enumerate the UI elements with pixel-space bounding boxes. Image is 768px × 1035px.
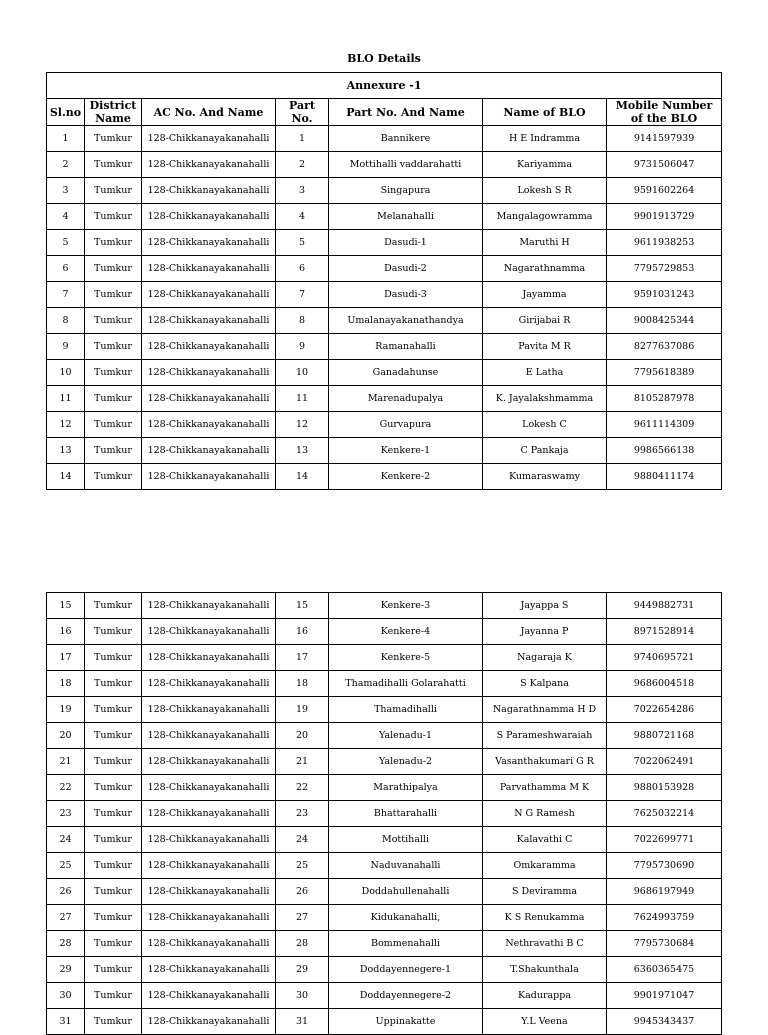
table-row (47, 178, 722, 204)
cell-ac-no-name: 128-Chikkanayakanahalli (142, 412, 276, 438)
table-body-page-2 (47, 593, 722, 1035)
cell-district: Tumkur (85, 879, 142, 905)
cell-slno: 30 (47, 983, 85, 1009)
table-row (47, 334, 722, 360)
cell-part-no: 3 (276, 178, 329, 204)
cell-part-name: Ramanahalli (329, 334, 483, 360)
cell-ac-no-name: 128-Chikkanayakanahalli (142, 697, 276, 723)
cell-mobile: 7795729853 (607, 256, 722, 282)
cell-slno: 13 (47, 438, 85, 464)
cell-slno: 28 (47, 931, 85, 957)
cell-part-no: 8 (276, 308, 329, 334)
cell-mobile: 7624993759 (607, 905, 722, 931)
table-row (47, 619, 722, 645)
table-row (47, 126, 722, 152)
cell-slno: 9 (47, 334, 85, 360)
cell-part-no: 21 (276, 749, 329, 775)
cell-part-no: 28 (276, 931, 329, 957)
cell-district: Tumkur (85, 412, 142, 438)
cell-part-name: Kenkere-2 (329, 464, 483, 490)
table-row (47, 438, 722, 464)
cell-slno: 12 (47, 412, 85, 438)
cell-mobile: 9945343437 (607, 1009, 722, 1035)
cell-blo-name: Lokesh C (483, 412, 607, 438)
cell-part-name: Mottihalli (329, 827, 483, 853)
cell-part-name: Mottihalli vaddarahatti (329, 152, 483, 178)
table-row (47, 879, 722, 905)
cell-part-name: Melanahalli (329, 204, 483, 230)
cell-mobile: 7022699771 (607, 827, 722, 853)
cell-district: Tumkur (85, 386, 142, 412)
cell-part-name: Singapura (329, 178, 483, 204)
cell-district: Tumkur (85, 178, 142, 204)
cell-blo-name: Kariyamma (483, 152, 607, 178)
table-row (47, 1009, 722, 1035)
cell-blo-name: Lokesh S R (483, 178, 607, 204)
table-row (47, 308, 722, 334)
cell-blo-name: K S Renukamma (483, 905, 607, 931)
cell-part-name: Doddayennegere-1 (329, 957, 483, 983)
header-slno: Sl.no (47, 99, 85, 126)
cell-district: Tumkur (85, 308, 142, 334)
cell-blo-name: E Latha (483, 360, 607, 386)
cell-district: Tumkur (85, 671, 142, 697)
cell-part-name: Dasudi-3 (329, 282, 483, 308)
cell-district: Tumkur (85, 853, 142, 879)
cell-mobile: 9880411174 (607, 464, 722, 490)
cell-part-name: Bommenahalli (329, 931, 483, 957)
cell-mobile: 7795730690 (607, 853, 722, 879)
cell-part-no: 24 (276, 827, 329, 853)
cell-mobile: 9449882731 (607, 593, 722, 619)
cell-blo-name: Girijabai R (483, 308, 607, 334)
table-row (47, 412, 722, 438)
table-row (47, 931, 722, 957)
cell-slno: 7 (47, 282, 85, 308)
cell-blo-name: Vasanthakumari G R (483, 749, 607, 775)
cell-ac-no-name: 128-Chikkanayakanahalli (142, 775, 276, 801)
cell-district: Tumkur (85, 775, 142, 801)
cell-part-no: 16 (276, 619, 329, 645)
cell-ac-no-name: 128-Chikkanayakanahalli (142, 282, 276, 308)
cell-slno: 23 (47, 801, 85, 827)
cell-part-name: Dasudi-1 (329, 230, 483, 256)
cell-district: Tumkur (85, 334, 142, 360)
cell-part-no: 17 (276, 645, 329, 671)
cell-blo-name: T.Shakunthala (483, 957, 607, 983)
cell-ac-no-name: 128-Chikkanayakanahalli (142, 671, 276, 697)
cell-part-name: Marathipalya (329, 775, 483, 801)
cell-mobile: 9611114309 (607, 412, 722, 438)
table-row (47, 360, 722, 386)
cell-slno: 6 (47, 256, 85, 282)
table-body-page-1 (47, 126, 722, 490)
cell-part-name: Bhattarahalli (329, 801, 483, 827)
cell-part-no: 5 (276, 230, 329, 256)
cell-part-no: 25 (276, 853, 329, 879)
cell-mobile: 6360365475 (607, 957, 722, 983)
cell-ac-no-name: 128-Chikkanayakanahalli (142, 645, 276, 671)
cell-mobile: 9141597939 (607, 126, 722, 152)
header-name-of-blo: Name of BLO (483, 99, 607, 126)
cell-mobile: 9591602264 (607, 178, 722, 204)
cell-district: Tumkur (85, 126, 142, 152)
cell-mobile: 8277637086 (607, 334, 722, 360)
blo-table-page-2 (46, 592, 722, 1035)
cell-blo-name: Mangalagowramma (483, 204, 607, 230)
header-row (47, 99, 722, 126)
cell-part-name: Thamadihalli (329, 697, 483, 723)
cell-district: Tumkur (85, 256, 142, 282)
header-mobile-number: Mobile Number of the BLO (607, 99, 722, 126)
cell-district: Tumkur (85, 204, 142, 230)
table-row (47, 853, 722, 879)
cell-slno: 29 (47, 957, 85, 983)
cell-blo-name: Jayanna P (483, 619, 607, 645)
cell-part-no: 12 (276, 412, 329, 438)
cell-part-name: Yalenadu-2 (329, 749, 483, 775)
cell-ac-no-name: 128-Chikkanayakanahalli (142, 749, 276, 775)
table-row (47, 983, 722, 1009)
cell-mobile: 8971528914 (607, 619, 722, 645)
cell-blo-name: Pavita M R (483, 334, 607, 360)
cell-part-name: Kenkere-3 (329, 593, 483, 619)
cell-part-name: Marenadupalya (329, 386, 483, 412)
cell-slno: 16 (47, 619, 85, 645)
cell-part-no: 11 (276, 386, 329, 412)
header-ac-no-and-name: AC No. And Name (142, 99, 276, 126)
cell-part-name: Doddahullenahalli (329, 879, 483, 905)
cell-part-no: 15 (276, 593, 329, 619)
cell-blo-name: Nagarathnamma H D (483, 697, 607, 723)
cell-district: Tumkur (85, 152, 142, 178)
cell-part-name: Kenkere-4 (329, 619, 483, 645)
annexure-heading: Annexure -1 (47, 73, 722, 99)
cell-slno: 10 (47, 360, 85, 386)
cell-slno: 22 (47, 775, 85, 801)
cell-ac-no-name: 128-Chikkanayakanahalli (142, 204, 276, 230)
header-district-name: District Name (85, 99, 142, 126)
cell-blo-name: Maruthi H (483, 230, 607, 256)
table-row (47, 230, 722, 256)
cell-blo-name: Jayappa S (483, 593, 607, 619)
cell-ac-no-name: 128-Chikkanayakanahalli (142, 931, 276, 957)
cell-part-no: 30 (276, 983, 329, 1009)
cell-part-name: Yalenadu-1 (329, 723, 483, 749)
cell-part-no: 18 (276, 671, 329, 697)
cell-ac-no-name: 128-Chikkanayakanahalli (142, 853, 276, 879)
cell-mobile: 7022062491 (607, 749, 722, 775)
cell-blo-name: Parvathamma M K (483, 775, 607, 801)
cell-mobile: 9986566138 (607, 438, 722, 464)
cell-part-no: 26 (276, 879, 329, 905)
table-row (47, 827, 722, 853)
table-row (47, 204, 722, 230)
cell-slno: 20 (47, 723, 85, 749)
cell-part-no: 9 (276, 334, 329, 360)
cell-district: Tumkur (85, 1009, 142, 1035)
cell-slno: 21 (47, 749, 85, 775)
cell-mobile: 9880153928 (607, 775, 722, 801)
cell-mobile: 9008425344 (607, 308, 722, 334)
cell-ac-no-name: 128-Chikkanayakanahalli (142, 126, 276, 152)
cell-mobile: 9731506047 (607, 152, 722, 178)
cell-ac-no-name: 128-Chikkanayakanahalli (142, 178, 276, 204)
cell-blo-name: S Parameshwaraiah (483, 723, 607, 749)
cell-ac-no-name: 128-Chikkanayakanahalli (142, 983, 276, 1009)
cell-blo-name: Nagarathnamma (483, 256, 607, 282)
cell-slno: 31 (47, 1009, 85, 1035)
cell-district: Tumkur (85, 230, 142, 256)
table-row (47, 593, 722, 619)
cell-ac-no-name: 128-Chikkanayakanahalli (142, 723, 276, 749)
table-row (47, 905, 722, 931)
cell-mobile: 7795618389 (607, 360, 722, 386)
cell-mobile: 9611938253 (607, 230, 722, 256)
cell-part-no: 22 (276, 775, 329, 801)
table-row (47, 645, 722, 671)
cell-ac-no-name: 128-Chikkanayakanahalli (142, 827, 276, 853)
table-row (47, 801, 722, 827)
cell-district: Tumkur (85, 645, 142, 671)
cell-part-no: 14 (276, 464, 329, 490)
cell-district: Tumkur (85, 957, 142, 983)
cell-mobile: 9901913729 (607, 204, 722, 230)
cell-blo-name: Kadurappa (483, 983, 607, 1009)
cell-slno: 15 (47, 593, 85, 619)
cell-district: Tumkur (85, 619, 142, 645)
cell-part-no: 1 (276, 126, 329, 152)
cell-part-no: 6 (276, 256, 329, 282)
cell-slno: 4 (47, 204, 85, 230)
cell-slno: 1 (47, 126, 85, 152)
table-row (47, 749, 722, 775)
cell-mobile: 9901971047 (607, 983, 722, 1009)
cell-blo-name: Y.L Veena (483, 1009, 607, 1035)
cell-blo-name: Kumaraswamy (483, 464, 607, 490)
cell-slno: 14 (47, 464, 85, 490)
cell-ac-no-name: 128-Chikkanayakanahalli (142, 230, 276, 256)
cell-district: Tumkur (85, 931, 142, 957)
cell-ac-no-name: 128-Chikkanayakanahalli (142, 464, 276, 490)
cell-mobile: 9740695721 (607, 645, 722, 671)
cell-district: Tumkur (85, 723, 142, 749)
cell-part-no: 7 (276, 282, 329, 308)
cell-slno: 25 (47, 853, 85, 879)
cell-blo-name: Jayamma (483, 282, 607, 308)
cell-slno: 27 (47, 905, 85, 931)
cell-mobile: 9686004518 (607, 671, 722, 697)
cell-part-name: Dasudi-2 (329, 256, 483, 282)
cell-slno: 3 (47, 178, 85, 204)
cell-slno: 8 (47, 308, 85, 334)
table-row (47, 957, 722, 983)
cell-district: Tumkur (85, 360, 142, 386)
cell-ac-no-name: 128-Chikkanayakanahalli (142, 957, 276, 983)
cell-part-name: Uppinakatte (329, 1009, 483, 1035)
cell-part-name: Thamadihalli Golarahatti (329, 671, 483, 697)
table-row (47, 723, 722, 749)
cell-part-name: Kenkere-1 (329, 438, 483, 464)
cell-part-no: 23 (276, 801, 329, 827)
table-row (47, 256, 722, 282)
table-row (47, 386, 722, 412)
cell-mobile: 9880721168 (607, 723, 722, 749)
cell-slno: 5 (47, 230, 85, 256)
cell-blo-name: N G Ramesh (483, 801, 607, 827)
cell-mobile: 7022654286 (607, 697, 722, 723)
cell-part-no: 2 (276, 152, 329, 178)
cell-part-name: Bannikere (329, 126, 483, 152)
table-row (47, 464, 722, 490)
cell-district: Tumkur (85, 438, 142, 464)
cell-part-name: Umalanayakanathandya (329, 308, 483, 334)
cell-ac-no-name: 128-Chikkanayakanahalli (142, 593, 276, 619)
table-row (47, 775, 722, 801)
cell-blo-name: Nethravathi B C (483, 931, 607, 957)
cell-part-no: 31 (276, 1009, 329, 1035)
cell-ac-no-name: 128-Chikkanayakanahalli (142, 334, 276, 360)
cell-slno: 26 (47, 879, 85, 905)
cell-ac-no-name: 128-Chikkanayakanahalli (142, 879, 276, 905)
cell-blo-name: H E Indramma (483, 126, 607, 152)
cell-mobile: 9686197949 (607, 879, 722, 905)
cell-part-no: 13 (276, 438, 329, 464)
cell-slno: 11 (47, 386, 85, 412)
cell-ac-no-name: 128-Chikkanayakanahalli (142, 619, 276, 645)
cell-mobile: 8105287978 (607, 386, 722, 412)
cell-part-name: Kidukanahalli, (329, 905, 483, 931)
cell-district: Tumkur (85, 983, 142, 1009)
cell-district: Tumkur (85, 827, 142, 853)
cell-part-no: 29 (276, 957, 329, 983)
cell-part-name: Gurvapura (329, 412, 483, 438)
cell-blo-name: K. Jayalakshmamma (483, 386, 607, 412)
blo-table-page-1 (46, 72, 722, 490)
cell-ac-no-name: 128-Chikkanayakanahalli (142, 256, 276, 282)
cell-part-no: 10 (276, 360, 329, 386)
cell-part-name: Kenkere-5 (329, 645, 483, 671)
table-row (47, 697, 722, 723)
cell-ac-no-name: 128-Chikkanayakanahalli (142, 905, 276, 931)
table-row (47, 282, 722, 308)
cell-part-name: Doddayennegere-2 (329, 983, 483, 1009)
cell-part-name: Ganadahunse (329, 360, 483, 386)
cell-part-no: 20 (276, 723, 329, 749)
cell-district: Tumkur (85, 749, 142, 775)
cell-ac-no-name: 128-Chikkanayakanahalli (142, 360, 276, 386)
cell-blo-name: Nagaraja K (483, 645, 607, 671)
cell-district: Tumkur (85, 464, 142, 490)
cell-ac-no-name: 128-Chikkanayakanahalli (142, 438, 276, 464)
cell-part-no: 27 (276, 905, 329, 931)
cell-blo-name: S Kalpana (483, 671, 607, 697)
cell-mobile: 9591031243 (607, 282, 722, 308)
cell-slno: 19 (47, 697, 85, 723)
cell-ac-no-name: 128-Chikkanayakanahalli (142, 1009, 276, 1035)
cell-part-no: 19 (276, 697, 329, 723)
document-title: BLO Details (347, 52, 421, 65)
cell-slno: 2 (47, 152, 85, 178)
cell-district: Tumkur (85, 801, 142, 827)
cell-slno: 24 (47, 827, 85, 853)
cell-mobile: 7795730684 (607, 931, 722, 957)
cell-ac-no-name: 128-Chikkanayakanahalli (142, 386, 276, 412)
cell-part-no: 4 (276, 204, 329, 230)
header-part-no: Part No. (276, 99, 329, 126)
table-row (47, 671, 722, 697)
cell-district: Tumkur (85, 593, 142, 619)
cell-district: Tumkur (85, 282, 142, 308)
cell-district: Tumkur (85, 697, 142, 723)
table-row (47, 152, 722, 178)
cell-blo-name: Kalavathi C (483, 827, 607, 853)
cell-blo-name: C Pankaja (483, 438, 607, 464)
cell-blo-name: S Deviramma (483, 879, 607, 905)
cell-district: Tumkur (85, 905, 142, 931)
cell-slno: 17 (47, 645, 85, 671)
cell-part-name: Naduvanahalli (329, 853, 483, 879)
cell-ac-no-name: 128-Chikkanayakanahalli (142, 152, 276, 178)
cell-ac-no-name: 128-Chikkanayakanahalli (142, 308, 276, 334)
cell-mobile: 7625032214 (607, 801, 722, 827)
cell-ac-no-name: 128-Chikkanayakanahalli (142, 801, 276, 827)
cell-blo-name: Omkaramma (483, 853, 607, 879)
cell-slno: 18 (47, 671, 85, 697)
header-part-no-and-name: Part No. And Name (329, 99, 483, 126)
